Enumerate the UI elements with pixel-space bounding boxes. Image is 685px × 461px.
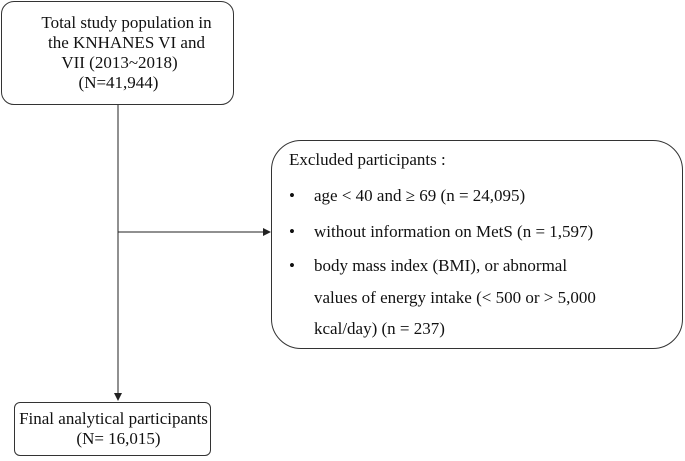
exclusion-criterion-age: age < 40 and ≥ 69 (n = 24,095) xyxy=(314,186,526,205)
final-participants-count: (N= 16,015) xyxy=(76,429,161,448)
bullet-marker: • xyxy=(289,222,295,241)
exclusion-criterion-mets: without information on MetS (n = 1,597) xyxy=(314,222,594,241)
final-participants-box xyxy=(14,402,211,456)
final-participants-label: Final analytical participants xyxy=(19,409,208,428)
exclusion-criterion-bmi-line: values of energy intake (< 500 or > 5,000 xyxy=(314,288,596,307)
exclusion-criterion-bmi-line: kcal/day) (n = 237) xyxy=(314,319,445,338)
bullet-marker: • xyxy=(289,186,295,205)
excluded-participants-box xyxy=(271,140,683,349)
study-population-count: (N=41,944) xyxy=(78,73,159,92)
exclusion-criterion-bmi-line: body mass index (BMI), or abnormal xyxy=(314,256,568,275)
study-population-box xyxy=(1,1,234,105)
excluded-participants-title: Excluded participants : xyxy=(289,150,446,169)
study-population-line: VII (2013~2018) xyxy=(61,53,178,72)
bullet-marker: • xyxy=(289,256,295,275)
study-population-line: Total study population in xyxy=(41,13,212,32)
study-population-line: the KNHANES VI and xyxy=(48,33,205,52)
